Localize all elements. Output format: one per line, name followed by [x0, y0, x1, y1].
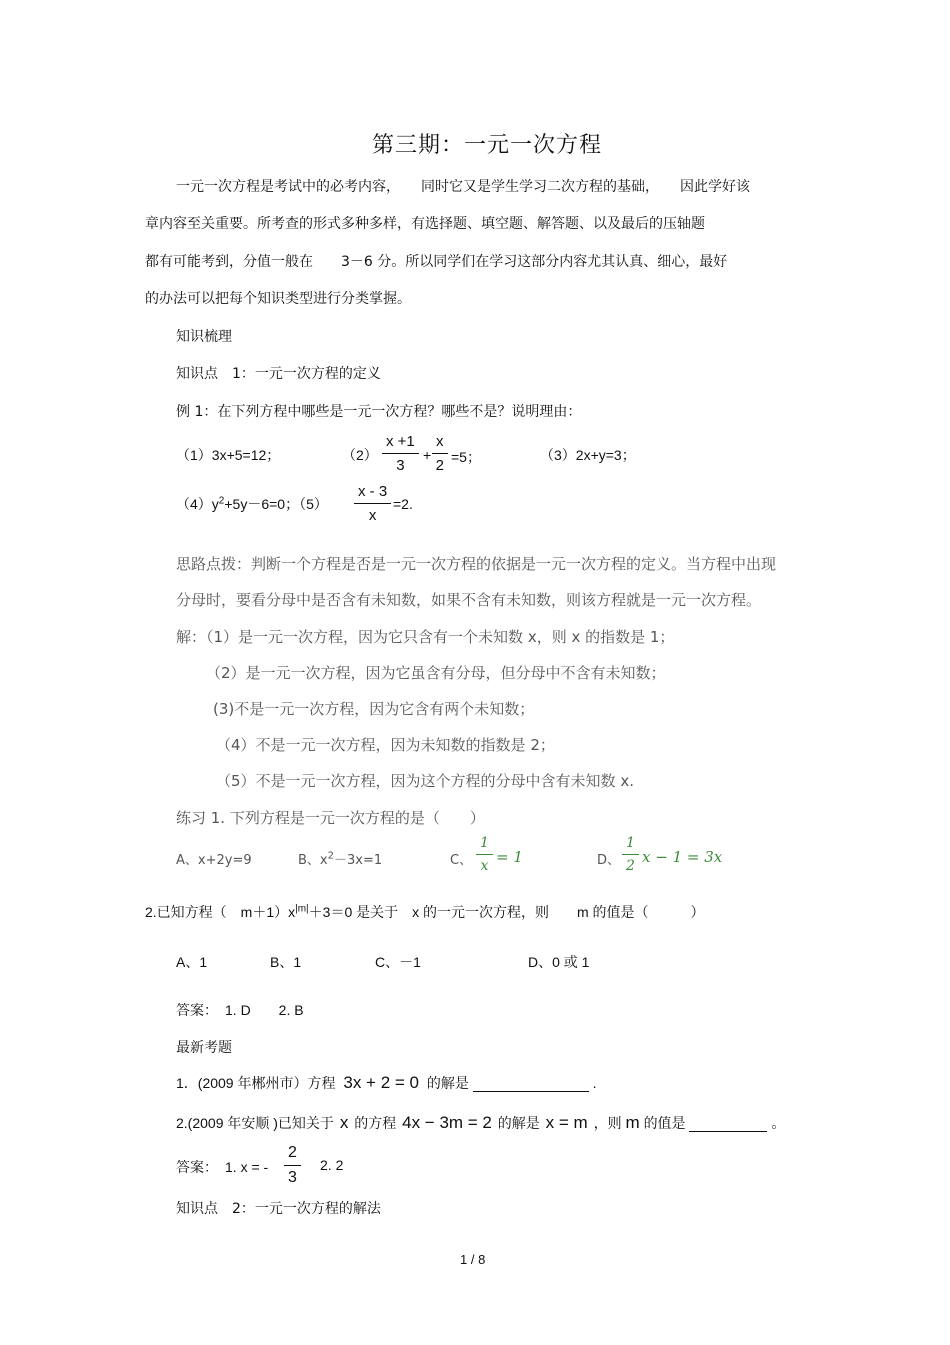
- solution-line-4: （4）不是一元一次方程，因为未知数的指数是 2；: [216, 736, 555, 754]
- q2-mid: 的方程: [354, 1115, 397, 1131]
- q1-end: .: [592, 1075, 597, 1091]
- equation-5-tail: =2.: [393, 496, 413, 512]
- fraction-denominator: x: [368, 507, 377, 524]
- q2-end: 。: [771, 1115, 786, 1131]
- q2-mid3: ，则: [593, 1115, 622, 1131]
- hint-line-2: 分母时，要看分母中是否含有未知数，如果不含有未知数，则该方程就是一元一次方程。: [176, 591, 762, 609]
- intro-line-2: 章内容至关重要。所考查的形式多种多样，有选择题、填空题、解答题、以及最后的压轴题: [145, 216, 705, 232]
- practice-2-option-b: B、1: [270, 954, 302, 970]
- equation-2-label: （2）: [342, 447, 378, 463]
- answer-2-pre: 答案： 1. x = -: [176, 1159, 269, 1175]
- example-1-question: 例 1：在下列方程中哪些是一元一次方程？哪些不是？说明理由：: [176, 404, 582, 420]
- section-heading: 知识梳理: [176, 329, 232, 345]
- fraction-numerator: 1: [622, 835, 639, 855]
- solution-line-5: （5）不是一元一次方程，因为这个方程的分母中含有未知数 x.: [216, 772, 634, 790]
- exponent: |m|: [295, 903, 309, 915]
- practice-1-option-a: A、x+2y=9: [176, 853, 252, 868]
- practice-2-option-a: A、1: [176, 954, 208, 970]
- equation-2-fraction-a: [382, 433, 419, 474]
- fraction-numerator: x +1: [382, 433, 419, 454]
- practice-2-option-d: D、0 或 1: [528, 954, 590, 970]
- q1-pre: 1．(2009 年郴州市）方程: [176, 1075, 336, 1091]
- q1-post: 的解是: [426, 1075, 469, 1091]
- intro-line-4: 的办法可以把每个知识类型进行分类掌握。: [145, 291, 411, 307]
- fraction-numerator: x - 3: [354, 483, 391, 504]
- question-post: ＋3＝0 是关于 x 的一元一次方程，则 m 的值是（ ）: [308, 904, 705, 920]
- intro-line-1: 一元一次方程是考试中的必考内容， 同时它又是学生学习二次方程的基础， 因此学好该: [176, 179, 750, 195]
- fraction-numerator: 2: [284, 1144, 301, 1166]
- equation-3: （3）2x+y=3；: [540, 447, 636, 463]
- q2-solution: x = m: [545, 1113, 588, 1132]
- practice-2-option-c: C、－1: [375, 954, 421, 970]
- page-title: 第三期：一元一次方程: [372, 133, 603, 158]
- equation-1: （1）3x+5=12；: [176, 447, 281, 463]
- page-number: 1 / 8: [460, 1252, 486, 1267]
- plus-sign: +: [423, 447, 432, 463]
- equation-4-pre: （4）y: [176, 496, 219, 512]
- practice-2-question: [145, 902, 705, 922]
- answer-blank[interactable]: [689, 1115, 767, 1132]
- latest-question-2: [176, 1113, 785, 1133]
- fraction-denominator: 3: [288, 1169, 297, 1186]
- equation-4-post: +5y－6=0；（5）: [224, 496, 328, 512]
- answer-blank[interactable]: [473, 1075, 589, 1092]
- practice-1-question: 练习 1. 下列方程是一元一次方程的是（ ）: [176, 809, 485, 827]
- knowledge-point-1: 知识点 1：一元一次方程的定义: [176, 366, 381, 382]
- answer-1: 答案： 1. D 2. B: [176, 1002, 304, 1018]
- practice-1-option-d-label: D、: [597, 853, 621, 868]
- equation-2-tail: =5；: [451, 449, 481, 465]
- q2-equation: 4x − 3m = 2: [402, 1113, 492, 1132]
- fraction-numerator: 1: [476, 835, 493, 855]
- practice-1-option-d-tail: x − 1 = 3x: [642, 848, 723, 866]
- practice-1-option-b: [298, 849, 382, 868]
- q2-var: x: [339, 1113, 349, 1132]
- equation-5-fraction: [354, 483, 391, 524]
- exponent: 2: [327, 850, 334, 862]
- exponent: 2: [218, 495, 225, 507]
- equation-4: [176, 494, 328, 514]
- intro-line-3: 都有可能考到，分值一般在 3－6 分。所以同学们在学习这部分内容尤其认真、细心，最好: [145, 254, 728, 270]
- fraction-denominator: 3: [396, 457, 405, 474]
- knowledge-point-2: 知识点 2：一元一次方程的解法: [176, 1201, 381, 1217]
- fraction-numerator: x: [432, 433, 448, 454]
- solution-line-3: (3)不是一元一次方程，因为它含有两个未知数；: [213, 700, 535, 718]
- fraction-denominator: 2: [435, 457, 444, 474]
- question-pre: 2.已知方程（ m＋1）x: [145, 904, 296, 920]
- latest-heading: 最新考题: [176, 1040, 232, 1056]
- practice-1-option-d-fraction: [622, 835, 639, 874]
- equation-2-fraction-b: [432, 433, 448, 474]
- solution-line-2: （2）是一元一次方程，因为它虽含有分母，但分母中不含有未知数；: [206, 664, 666, 682]
- answer-2-post: 2. 2: [320, 1157, 344, 1173]
- q2-post: 的值是: [643, 1115, 686, 1131]
- solution-line-1: 解：（1）是一元一次方程，因为它只含有一个未知数 x，则 x 的指数是 1；: [176, 628, 675, 646]
- practice-1-option-c-label: C、: [450, 853, 473, 868]
- q2-mid2: 的解是: [497, 1115, 540, 1131]
- hint-line-1: 思路点拨：判断一个方程是否是一元一次方程的依据是一元一次方程的定义。当方程中出现: [176, 555, 777, 573]
- option-b-pre: B、x: [298, 853, 328, 868]
- q1-equation: 3x + 2 = 0: [343, 1073, 419, 1092]
- option-b-post: －3x=1: [334, 853, 383, 868]
- q2-var2: m: [625, 1113, 640, 1132]
- latest-question-1: [176, 1073, 597, 1093]
- answer-2-fraction: [284, 1144, 301, 1187]
- fraction-denominator: x: [480, 858, 489, 874]
- practice-1-option-c-tail: = 1: [496, 848, 523, 866]
- practice-1-option-c-fraction: [476, 835, 493, 874]
- q2-pre: 2.(2009 年安顺 )已知关于: [176, 1115, 334, 1131]
- fraction-denominator: 2: [626, 858, 635, 874]
